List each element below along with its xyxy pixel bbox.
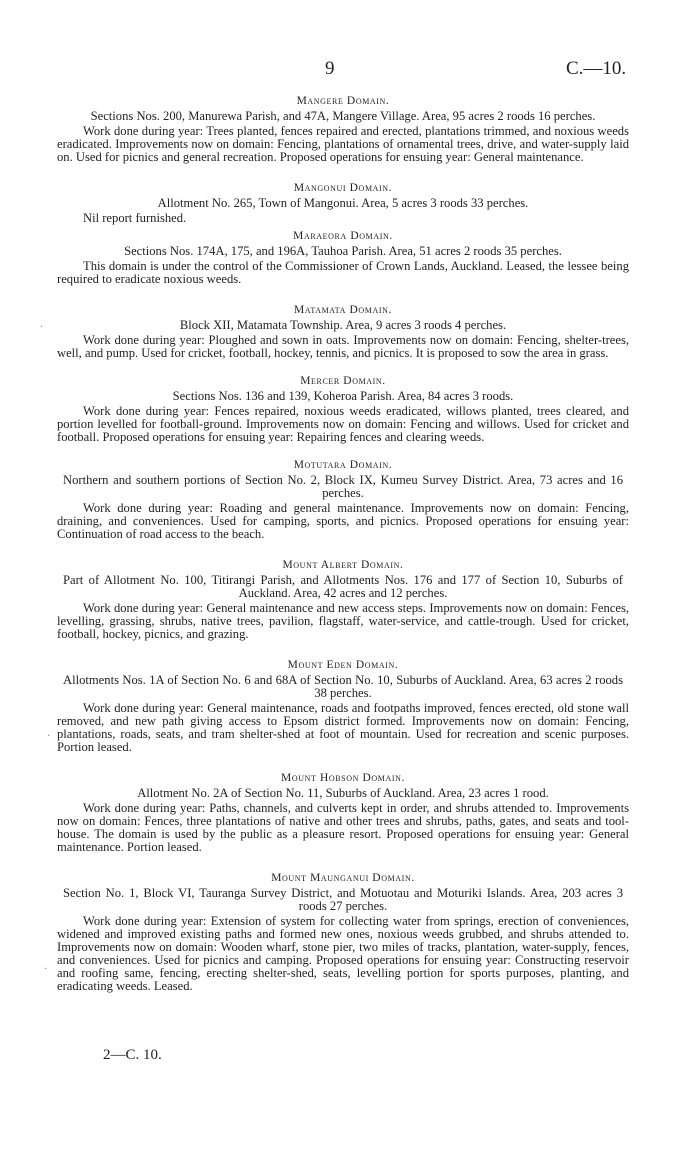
section-title: Mount Hobson Domain. [281, 772, 405, 784]
section-mangere-domain [57, 94, 629, 164]
section-body: Work done during year: General maintenance and new access steps. Improvements now on domain: Fences, levelling, grassing, shrubs, native trees, pavilion, flagstaff, water-service, and cattle-trough. Used for cricket, football, hockey, picnics, and grazing. [57, 601, 629, 641]
section-title: Mount Maunganui Domain. [271, 872, 415, 884]
margin-mark: · [44, 964, 48, 975]
section-title: Mangere Domain. [296, 95, 390, 107]
section-body: Work done during year: Fences repaired, noxious weeds eradicated, willows planted, trees cleared, and portion levelled for football-ground. Improvements now on domain: Fencing and willows. Used for cricket and football. Proposed operations for ensuing year: Repairing fences and clearing weeds. [57, 404, 629, 444]
section-body: Work done during year: Extension of system for collecting water from springs, erection of conveniences, widened and improved existing paths and formed new ones, noxious weeds grubbed, and shrubs attended to. Improvements now on domain: Wooden wharf, stone pier, two miles of tracks, plantation, water-supply, fences, and conveniences. Used for picnics and camping. Proposed operations for ensuing year: Constructing reservoir and roofing same, fencing, erecting shelter-shed, seats, levelling portion for sports purposes, planting, and eradicating weeds. Leased. [57, 914, 629, 993]
section-title: Maraeora Domain. [293, 230, 393, 242]
section-body: Work done during year: Trees planted, fences repaired and erected, plantations trimmed, and noxious weeds eradicated. Improvements now on domain: Fencing, plantations of ornamental trees, drive, and water-supply laid on. Used for picnics and general recreation. Proposed operations for ensuing year: General maintenance. [57, 124, 629, 164]
section-motutara-domain [57, 458, 629, 541]
section-mercer-domain [57, 374, 629, 444]
section-title: Mercer Domain. [300, 375, 386, 387]
section-mount-hobson-domain [57, 771, 629, 854]
section-matamata-domain [57, 303, 629, 360]
section-description: Northern and southern portions of Section No. 2, Block IX, Kumeu Survey District. Area, 73 acres and 16 perches. [63, 473, 623, 500]
section-title: Mount Eden Domain. [287, 659, 399, 671]
section-body: Nil report furnished. [83, 211, 187, 225]
section-body: This domain is under the control of the Commissioner of Crown Lands, Auckland. Leased, the lessee being required to eradicate noxious weeds. [57, 259, 629, 286]
section-body: Work done during year: Roading and general maintenance. Improvements now on domain: Fencing, draining, and conveniences. Used for camping, sports, and picnics. Proposed operations for ensuing year: Continuation of road access to the beach. [57, 501, 629, 541]
section-mount-maunganui-domain [57, 871, 629, 993]
document-code: C.—10. [566, 58, 627, 79]
section-description: Sections Nos. 200, Manurewa Parish, and 47A, Mangere Village. Area, 95 acres 2 roods 16 perches. [90, 109, 596, 123]
section-body: Work done during year: Ploughed and sown in oats. Improvements now on domain: Fencing, shelter-trees, well, and pump. Used for cricket, football, hockey, tennis, and picnics. It is proposed to sow the area in grass. [57, 333, 629, 360]
section-maraeora-domain [57, 229, 629, 286]
section-description: Part of Allotment No. 100, Titirangi Parish, and Allotments Nos. 176 and 177 of Section 10, Suburbs of Auckland. Area, 42 acres and 12 perches. [63, 573, 623, 600]
section-mount-albert-domain [57, 558, 629, 641]
section-description: Block XII, Matamata Township. Area, 9 acres 3 roods 4 perches. [179, 318, 507, 332]
section-mount-eden-domain [57, 658, 629, 754]
section-title: Mangonui Domain. [293, 182, 393, 194]
footer-signature: 2—C. 10. [103, 1047, 162, 1063]
section-title: Mount Albert Domain. [282, 559, 404, 571]
section-title: Motutara Domain. [293, 459, 393, 471]
section-body: Work done during year: General maintenance, roads and footpaths improved, fences erected, old stone wall removed, and new path giving access to Epsom district formed. Improvements now on domain: Fencing, plantations, roads, seats, and tram shelter-shed at foot of mountain. Used for recreation and scenic purposes. Portion leased. [57, 701, 629, 754]
section-title: Matamata Domain. [294, 304, 392, 316]
page-number: 9 [325, 58, 335, 79]
section-description: Allotments Nos. 1A of Section No. 6 and 68A of Section No. 10, Suburbs of Auckland. Area, 63 acres 2 roods 38 perches. [63, 673, 623, 700]
section-description: Allotment No. 2A of Section No. 11, Suburbs of Auckland. Area, 23 acres 1 rood. [137, 786, 549, 800]
section-description: Sections Nos. 136 and 139, Koheroa Parish. Area, 84 acres 3 roods. [172, 389, 514, 403]
section-description: Section No. 1, Block VI, Tauranga Survey District, and Motuotau and Moturiki Islands. Area, 203 acres 3 roods 27 perches. [63, 886, 623, 913]
margin-mark: · [47, 731, 51, 742]
section-body: Work done during year: Paths, channels, and culverts kept in order, and shrubs attended to. Improvements now on domain: Fences, three plantations of native and other trees and shrubs, paths, gates, and seats and tool-house. The domain is used by the public as a pleasure resort. Proposed operations for ensuing year: General maintenance. Portion leased. [57, 801, 629, 854]
document-body [57, 94, 629, 993]
margin-mark: · [40, 322, 44, 333]
section-description: Allotment No. 265, Town of Mangonui. Area, 5 acres 3 roods 33 perches. [157, 196, 529, 210]
section-mangonui-domain [57, 181, 629, 225]
section-description: Sections Nos. 174A, 175, and 196A, Tauhoa Parish. Area, 51 acres 2 roods 35 perches. [124, 244, 562, 258]
